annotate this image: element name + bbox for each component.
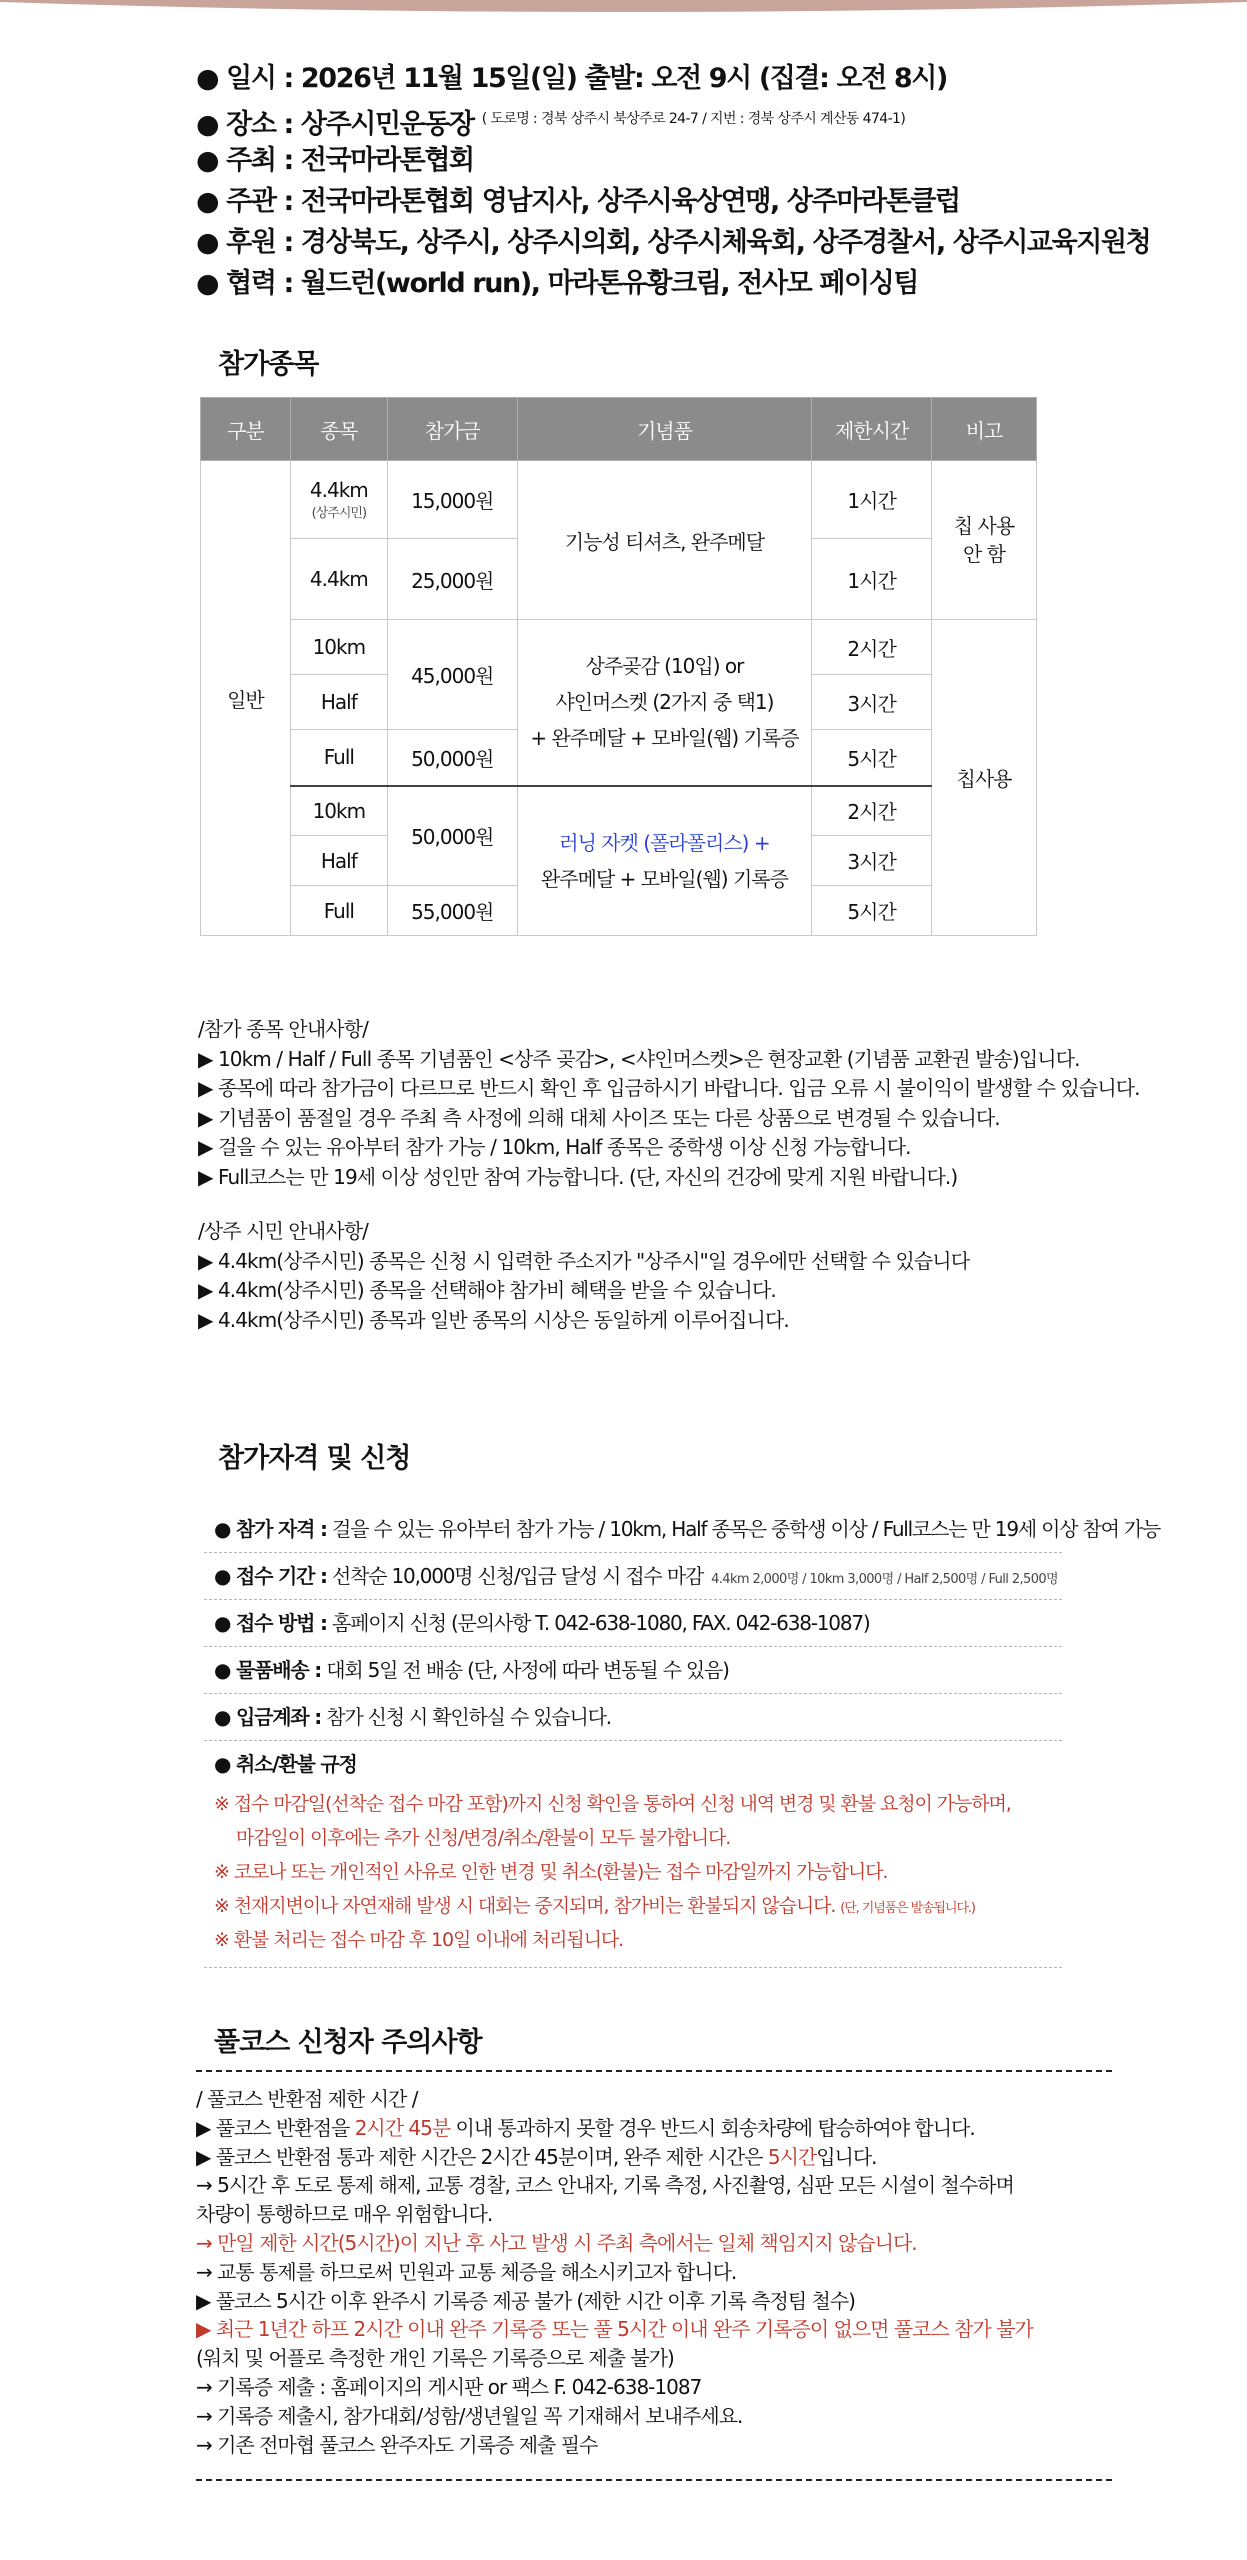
qualify-title: 참가자격 및 신청 (218, 1443, 411, 1474)
event-notes (198, 1015, 1238, 1192)
info-partner: ● 협력 : 월드런(world run), 마라톤유황크림, 전사모 페이싱팀 (196, 268, 919, 299)
full-line: → 5시간 후 도로 통제 해제, 교통 경찰, 코스 안내자, 기록 측정, 사진촬영, 심판 모든 시설이 철수하며 (196, 2173, 1014, 2198)
qualify-row: ● 입금계좌 : 참가 신청 시 확인하실 수 있습니다. (204, 1694, 1062, 1741)
full-line: → 기록증 제출 : 홈페이지의 게시판 or 팩스 F. 042-638-1087 (196, 2374, 702, 2399)
note-line: ▶ 4.4km(상주시민) 종목을 선택해야 참가비 혜택을 받을 수 있습니다. (198, 1278, 776, 1302)
divider (196, 2479, 1112, 2481)
qualify-list (204, 1506, 1161, 1968)
time-cell: 3시간 (812, 675, 932, 730)
note-line: ▶ 기념품이 품절일 경우 주최 측 사정에 의해 대체 사이즈 또는 다른 상품으로 변경될 수 있습니다. (198, 1105, 1000, 1130)
event-cell: 4.4km (상주시민) (290, 461, 387, 539)
full-line: 차량이 통행하므로 매우 위험합니다. (196, 2202, 493, 2227)
header-time-limit: 제한시간 (812, 398, 932, 461)
gift-cell: 상주곶감 (10입) or 샤인머스켓 (2가지 중 택1) + 완주메달 + 모바일(웹) 기록증 (517, 620, 812, 786)
full-line: (워치 및 어플로 측정한 개인 기록은 기록증으로 제출 불가) (196, 2346, 674, 2371)
events-title: 참가종목 (218, 349, 319, 380)
refund-policy (204, 1741, 1062, 1968)
time-cell: 2시간 (812, 620, 932, 675)
full-line: / 풀코스 반환점 제한 시간 / (196, 2087, 418, 2111)
venue-address: ( 도로명 : 경북 상주시 북상주로 24-7 / 지번 : 경북 상주시 계산동 474-1) (481, 111, 906, 127)
time-cell: 3시간 (812, 836, 932, 886)
header-category: 구분 (201, 398, 291, 461)
event-cell: 10km (290, 786, 387, 836)
event-cell: 10km (290, 620, 387, 675)
event-cell: Half (290, 836, 387, 886)
category-cell: 일반 (201, 461, 291, 936)
info-date: ● 일시 : 2026년 11월 15일(일) 출발: 오전 9시 (집결: 오전 8시) (196, 63, 947, 94)
note-line: ▶ 4.4km(상주시민) 종목은 신청 시 입력한 주소지가 "상주시"일 경우에만 선택할 수 있습니다 (198, 1248, 970, 1273)
fee-cell: 25,000원 (387, 539, 517, 620)
events-table (200, 397, 1037, 936)
qualify-row: ● 접수 방법 : 홈페이지 신청 (문의사항 T. 042-638-1080, FAX. 042-638-1087) (204, 1600, 1062, 1647)
table-row (201, 786, 1037, 836)
full-line: ▶ 풀코스 반환점 통과 제한 시간은 2시간 45분이며, 완주 제한 시간은 5시간입니다. (196, 2144, 877, 2169)
header-event: 종목 (290, 398, 387, 461)
event-cell: Full (290, 730, 387, 786)
time-cell: 1시간 (812, 539, 932, 620)
table-row (201, 461, 1037, 539)
divider (196, 2070, 1112, 2072)
full-line: → 만일 제한 시간(5시간)이 지난 후 사고 발생 시 주최 측에서는 일체 책임지지 않습니다. (196, 2230, 917, 2255)
full-course-title: 풀코스 신청자 주의사항 (214, 2027, 482, 2058)
full-line: ▶ 풀코스 반환점을 2시간 45분 이내 통과하지 못할 경우 반드시 회송차량에 탑승하여야 합니다. (196, 2115, 975, 2140)
refund-line: ※ 천재지변이나 자연재해 발생 시 대회는 중지되며, 참가비는 환불되지 않습니다. (단, 기념품은 발송됩니다.) (214, 1895, 975, 1917)
refund-line: ※ 환불 처리는 접수 마감 후 10일 이내에 처리됩니다. (214, 1929, 624, 1951)
info-organizer: ● 주관 : 전국마라톤협회 영남지사, 상주시육상연맹, 상주마라톤클럽 (196, 186, 960, 217)
qualify-row: ● 물품배송 : 대회 5일 전 배송 (단, 사정에 따라 변동될 수 있음) (204, 1647, 1062, 1694)
table-header-row (201, 398, 1037, 461)
note-cell: 칩 사용 안 함 (932, 461, 1037, 620)
refund-line: 마감일이 이후에는 추가 신청/변경/취소/환불이 모두 불가합니다. (236, 1827, 731, 1849)
time-cell: 2시간 (812, 786, 932, 836)
note-line: ▶ Full코스는 만 19세 이상 성인만 참여 가능합니다. (단, 자신의 건강에 맞게 지원 바랍니다.) (198, 1164, 958, 1189)
header-note: 비고 (932, 398, 1037, 461)
citizen-notes (198, 1217, 1238, 1335)
top-decorative-band (0, 0, 1247, 14)
full-line: ▶ 풀코스 5시간 이후 완주시 기록증 제공 불가 (제한 시간 이후 기록 측정팀 철수) (196, 2288, 855, 2313)
note-line: ▶ 4.4km(상주시민) 종목과 일반 종목의 시상은 동일하게 이루어집니다. (198, 1307, 789, 1332)
event-cell: Half (290, 675, 387, 730)
time-cell: 1시간 (812, 461, 932, 539)
info-sponsor: ● 후원 : 경상북도, 상주시, 상주시의회, 상주시체육회, 상주경찰서, 상주시교육지원청 (196, 227, 1151, 258)
header-gift: 기념품 (517, 398, 812, 461)
note-line: ▶ 10km / Half / Full 종목 기념품인 <상주 곶감>, <샤인머스켓>은 현장교환 (기념품 교환권 발송)입니다. (198, 1046, 1080, 1071)
gift-cell: 러닝 자켓 (폴라폴리스) + 완주메달 + 모바일(웹) 기록증 (517, 786, 812, 936)
note-heading: /상주 시민 안내사항/ (198, 1219, 368, 1243)
qualify-row: ● 접수 기간 : 선착순 10,000명 신청/입금 달성 시 접수 마감 4.4km 2,000명 / 10km 3,000명 / Half 2,500명 / Full 2,500명 (204, 1553, 1062, 1600)
refund-line: ※ 코로나 또는 개인적인 사유로 인한 변경 및 취소(환불)는 접수 마감일까지 가능합니다. (214, 1861, 888, 1883)
fee-cell: 45,000원 (387, 620, 517, 730)
fee-cell: 55,000원 (387, 886, 517, 936)
fee-cell: 50,000원 (387, 786, 517, 886)
note-cell: 칩사용 (932, 620, 1037, 936)
fee-cell: 50,000원 (387, 730, 517, 786)
refund-line: ※ 접수 마감일(선착순 접수 마감 포함)까지 신청 확인을 통하여 신청 내역 변경 및 환불 요청이 가능하며, (214, 1793, 1011, 1815)
event-cell: Full (290, 886, 387, 936)
time-cell: 5시간 (812, 730, 932, 786)
gift-cell: 기능성 티셔츠, 완주메달 (517, 461, 812, 620)
event-info (196, 58, 1150, 304)
note-heading: /참가 종목 안내사항/ (198, 1017, 368, 1041)
info-host: ● 주최 : 전국마라톤협회 (196, 145, 474, 176)
full-line: ▶ 최근 1년간 하프 2시간 이내 완주 기록증 또는 풀 5시간 이내 완주 기록증이 없으면 풀코스 참가 불가 (196, 2317, 1033, 2342)
header-fee: 참가금 (387, 398, 517, 461)
info-venue: ● 장소 : 상주시민운동장 $^{( 도로명 : 경북 상주시 북상주로 24-7 / 지번 : 경북 상주시 계산동 474-1)}$ (196, 109, 906, 140)
full-course-notes (196, 2085, 1236, 2459)
fee-cell: 15,000원 (387, 461, 517, 539)
time-cell: 5시간 (812, 886, 932, 936)
qualify-row: ● 참가 자격 : 걸을 수 있는 유아부터 참가 가능 / 10km, Half 종목은 중학생 이상 / Full코스는 만 19세 이상 참여 가능 (204, 1506, 1062, 1553)
note-line: ▶ 종목에 따라 참가금이 다르므로 반드시 확인 후 입금하시기 바랍니다. 입금 오류 시 불이익이 발생할 수 있습니다. (198, 1076, 1140, 1100)
refund-title: ● 취소/환불 규정 (214, 1752, 357, 1776)
event-cell: 4.4km (290, 539, 387, 620)
full-line: → 기존 전마협 풀코스 완주자도 기록증 제출 필수 (196, 2432, 598, 2457)
table-row (201, 620, 1037, 675)
full-line: → 기록증 제출시, 참가대회/성함/생년월일 꼭 기재해서 보내주세요. (196, 2403, 743, 2428)
full-line: → 교통 통제를 하므로써 민원과 교통 체증을 해소시키고자 합니다. (196, 2259, 737, 2284)
note-line: ▶ 걸을 수 있는 유아부터 참가 가능 / 10km, Half 종목은 중학생 이상 신청 가능합니다. (198, 1135, 911, 1159)
